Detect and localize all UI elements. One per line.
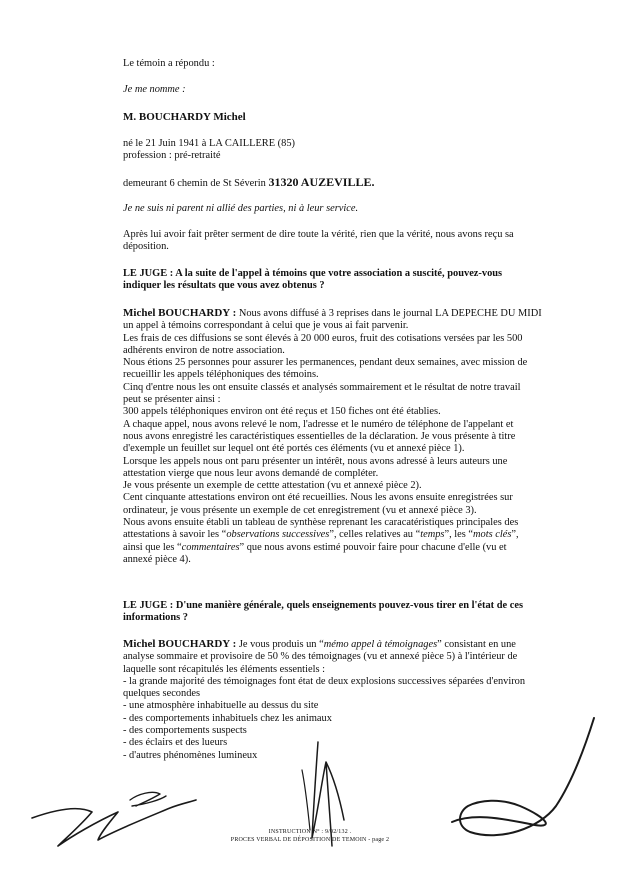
signature-right	[452, 718, 594, 835]
address-city: 31320 AUZEVILLE.	[268, 175, 375, 189]
answer-text: Nous avons diffusé à 3 reprises dans le journal LA DEPECHE DU MIDI	[236, 308, 542, 319]
answer-line: adhérents environ de notre association.	[123, 344, 285, 356]
answer-line: 300 appels téléphoniques environ ont été reçus et 150 fiches ont été établies.	[123, 406, 441, 418]
speaker-label: Michel BOUCHARDY :	[123, 307, 237, 319]
answer-line: analyse sommaire et provisoire de 50 % des témoignages (vu et annexé pièce 5) à l'intérieur de	[123, 651, 518, 663]
oath-line: Après lui avoir fait prêter serment de dire toute la vérité, rien que la vérité, nous avons reçu sa	[123, 229, 514, 240]
question-line: LE JUGE : A la suite de l'appel à témoins que votre association a suscité, pouvez-vous	[123, 268, 503, 279]
answer-text: attestations à savoir les “	[123, 529, 227, 541]
answer-line: Les frais de ces diffusions se sont élevés à 20 000 euros, fruit des cotisations versées par les 500	[123, 332, 523, 344]
quoted-term: commentaires	[181, 541, 240, 553]
footer	[0, 828, 620, 844]
quoted-term: observations successives	[226, 529, 330, 541]
answer-text: ”, celles relatives au “	[329, 529, 421, 541]
answer-line: Je vous présente un exemple de cettte attestation (vu et annexé pièce 2).	[123, 480, 422, 492]
answer-line: d'exemple un feuillet sur lequel ont été portés ces éléments (vu et annexé pièce 1).	[123, 443, 465, 455]
address-street: demeurant 6 chemin de St Séverin	[123, 178, 269, 189]
instruction-number: INSTRUCTION N° : 9/02/132 .	[268, 829, 352, 835]
question-line: informations ?	[123, 612, 188, 624]
answer-line: peut se présenter ainsi :	[123, 394, 221, 406]
speaker-label: Michel BOUCHARDY :	[123, 638, 237, 650]
not-related-statement: Je ne suis ni parent ni allié des parties, ni à leur service.	[123, 203, 359, 214]
answer-text: ” consistant en une	[437, 639, 516, 650]
question-line: LE JUGE : D'une manière générale, quels enseignements pouvez-vous tirer en l'état de ces	[123, 600, 523, 611]
answer-line: Nous étions 25 personnes pour assurer les permanences, pendant deux semaines, avec mission de	[123, 357, 528, 369]
answer-line: - une atmosphère inhabituelle au dessus du site	[123, 700, 319, 712]
answer-text: ainsi que les “	[123, 541, 182, 553]
answer-text: Je vous produis un “	[236, 639, 324, 650]
answer-line: recueillir les appels téléphoniques des témoins.	[123, 369, 319, 381]
answer-line: quelques secondes	[123, 688, 201, 700]
answer-line: Cent cinquante attestations environ ont été recueillies. Nous les avons ensuite enregistrées sur	[123, 492, 513, 504]
answer-line: A chaque appel, nous avons relevé le nom, l'adresse et le numéro de téléphone de l'appelant et	[123, 418, 514, 430]
answer-text: ”,	[511, 529, 519, 541]
intro-line: Le témoin a répondu :	[123, 58, 215, 69]
signature-left-flourish	[130, 792, 166, 806]
quoted-term: temps	[420, 529, 445, 541]
answer-line: ordinateur, je vous présente un exemple de cet enregistrement (vu et annexé pièce 3).	[123, 504, 477, 516]
answer-line: laquelle sont récapitulés les éléments essentiels :	[123, 663, 325, 675]
answer-text: ” que nous avons estimé pouvoir faire pour chacune d'elle (vu et	[239, 541, 507, 553]
signature-middle-stroke	[302, 770, 310, 830]
answer-text: ”, les “	[444, 529, 474, 541]
birth-line: né le 21 Juin 1941 à LA CAILLERE (85)	[123, 138, 295, 149]
oath-line: déposition.	[123, 241, 169, 253]
answer-line: Nous avons ensuite établi un tableau de synthèse reprenant les caracatéristiques principales des	[123, 517, 519, 529]
answer-line: - d'autres phénomènes lumineux	[123, 749, 258, 761]
question-line: indiquer les résultats que vous avez obtenus ?	[123, 280, 325, 292]
answer-line: - des éclairs et des lueurs	[123, 737, 228, 749]
page-caption: PROCES VERBAL DE DÉPOSITION DE TEMOIN - page 2	[230, 837, 390, 843]
answer-line: un appel à témoins correspondant à celui que je vous ai fait parvenir.	[123, 320, 409, 332]
answer-line: - la grande majorité des témoignages font état de deux explosions successives séparées d'environ	[123, 675, 526, 687]
profession-line: profession : pré-retraité	[123, 150, 221, 161]
quoted-term: mémo appel à témoignages	[323, 639, 438, 650]
answer-line: annexé pièce 4).	[123, 553, 191, 565]
answer-line: Lorsque les appels nous ont paru présenter un intérêt, nous avons adressé à leurs auteurs une	[123, 455, 508, 467]
answer-line: - des comportements inhabituels chez les animaux	[123, 712, 332, 724]
witness-name: M. BOUCHARDY Michel	[123, 111, 246, 123]
answer-line: nous avons enregistré les caractéristiques essentielles de la déclaration. Je vous présente à titre	[123, 430, 516, 442]
answer-line: - des comportements suspects	[123, 725, 247, 737]
answer-line: Cinq d'entre nous les ont ensuite classés et analysés sommairement et le résultat de notre travail	[123, 381, 521, 393]
quoted-term: mots clés	[473, 529, 512, 541]
name-prompt: Je me nomme :	[123, 84, 186, 95]
answer-line: attestation vierge que nous leur avons demandé de compléter.	[123, 467, 379, 479]
